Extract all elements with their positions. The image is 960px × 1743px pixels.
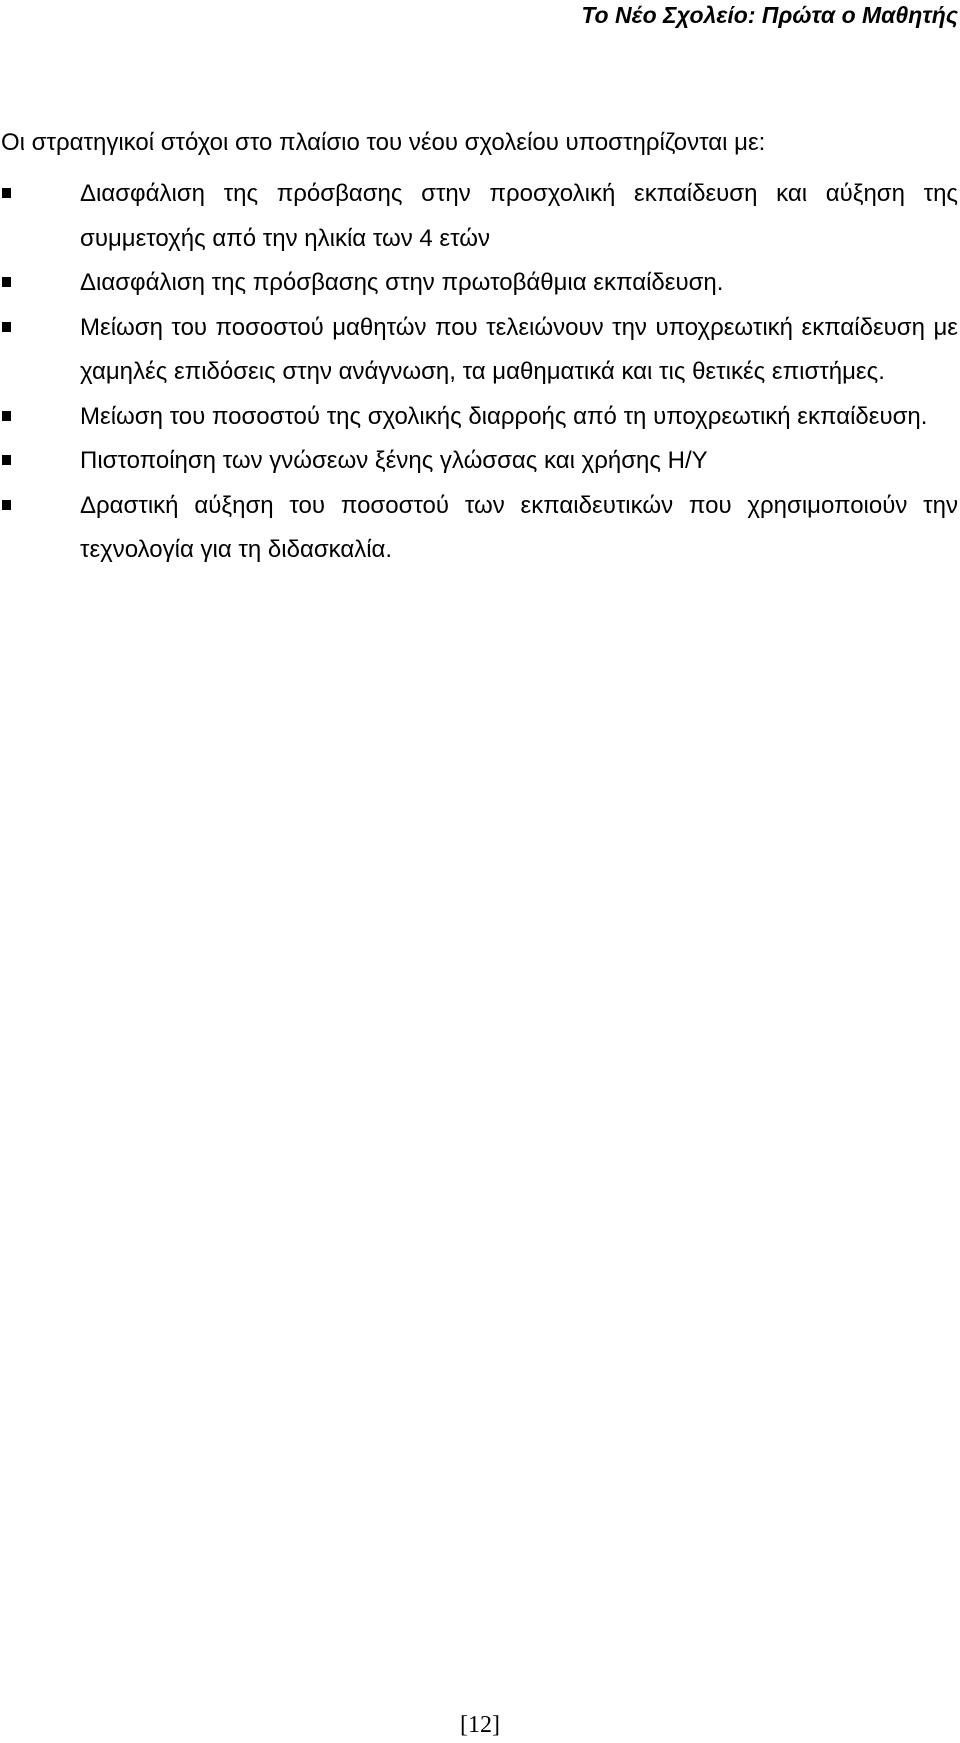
list-item-text: Δραστική αύξηση του ποσοστού των εκπαιδευτικών που χρησιμοποιούν την τεχνολογία για τη διδασκαλία. (80, 491, 958, 563)
list-item-text: Διασφάλιση της πρόσβασης στην προσχολική εκπαίδευση και αύξηση της συμμετοχής από την ηλικία των 4 ετών (80, 180, 958, 252)
list-item (0, 484, 958, 573)
square-bullet-icon (2, 411, 11, 421)
page-number: [12] (460, 1712, 500, 1738)
list-item (0, 395, 958, 440)
square-bullet-icon (2, 322, 11, 332)
square-bullet-icon (2, 500, 11, 510)
list-item-text: Μείωση του ποσοστού μαθητών που τελειώνουν την υποχρεωτική εκπαίδευση με χαμηλές επιδόσεις στην ανάγνωση, τα μαθηματικά και τις θετικές επιστήμες. (80, 313, 958, 385)
list-item (0, 172, 958, 261)
list-item-text: Διασφάλιση της πρόσβασης στην πρωτοβάθμια εκπαίδευση. (80, 269, 724, 296)
square-bullet-icon (2, 455, 11, 465)
square-bullet-icon (2, 277, 11, 287)
intro-paragraph: Οι στρατηγικοί στόχοι στο πλαίσιο του νέου σχολείου υποστηρίζονται με: (1, 129, 766, 156)
square-bullet-icon (2, 188, 11, 198)
list-item (0, 439, 958, 484)
list-item-text: Μείωση του ποσοστού της σχολικής διαρροής από τη υποχρεωτική εκπαίδευση. (80, 402, 928, 430)
list-item-text: Πιστοποίηση των γνώσεων ξένης γλώσσας και χρήσης Η/Υ (80, 447, 708, 474)
list-item (0, 261, 958, 306)
running-header: Το Νέο Σχολείο: Πρώτα ο Μαθητής (581, 2, 958, 28)
bullet-list (0, 172, 958, 573)
list-item (0, 306, 958, 395)
